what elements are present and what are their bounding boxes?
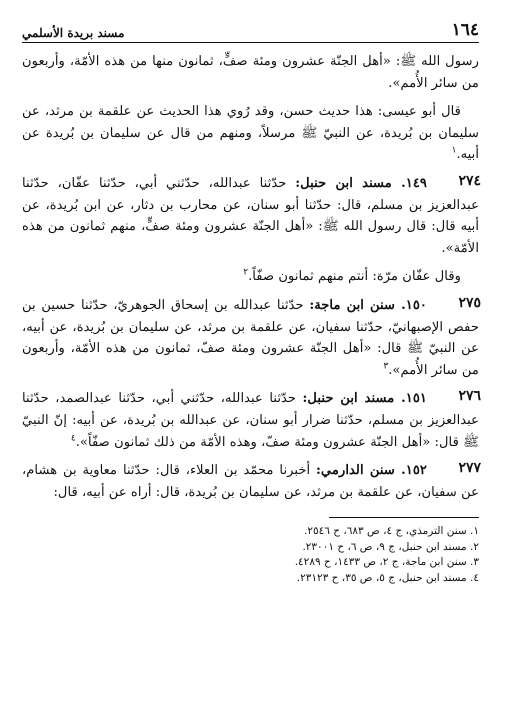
footnote-item: ٢. مسند ابن حنبل، ج ٩، ص ٦، ح ٢٣٠٠١. [302, 540, 479, 553]
footnote-divider [329, 517, 479, 518]
footnote-marker: ٢ [243, 267, 249, 278]
page-number: ١٦٤ [451, 20, 479, 40]
footnotes [22, 524, 479, 586]
entry-body: حدّثنا عبدالله، حدّثني أبي، حدّثنا عفّان، حدّثنا عبدالعزيز بن مسلم، قال: حدّثنا أبو سنان، عن محارب بن دثار، عن ابن بُريدة، عن أبيه قال: قال رسول الله ﷺ: «أهل الجنّة عشرون ومئة صفٍّ، منهم ثمانون من هذه الأمّة». [22, 175, 479, 256]
page-body [22, 51, 479, 503]
entry-number: ٢٧٧ [458, 460, 481, 477]
hadith-entry [22, 388, 479, 453]
footnote-marker: ١ [451, 145, 457, 156]
entry-text [22, 388, 479, 453]
entry-body: حدّثنا عبدالله، حدّثني أبي، حدّثنا عبدالصمد، حدّثنا عبدالعزيز بن مسلم، حدّثنا ضرار أبو سنان، عن عبدالله بن بُريدة، عن أبيه: إنّ النبيّ ﷺ قال: «أهل الجنّة عشرون ومئة صفّ، وهذه الأمّة من ذلك ثمانون صفّاً». [22, 391, 479, 450]
paragraph-continuation: رسول الله ﷺ: «أهل الجنّة عشرون ومئة صفٍّ، ثمانون منها من هذه الأمّة، وأربعون من سائر الأُمم». [22, 54, 479, 91]
entry-extra [22, 266, 479, 288]
entry-text [22, 295, 479, 381]
paragraph-commentary [22, 101, 479, 166]
commentary-text: قال أبو عيسى: هذا حديث حسن، وقد رُوي هذا الحديث عن علقمة بن مرثد، عن سليمان بن بُريدة، عن النبيّ ﷺ مرسلاً، ومنهم من قال عن سليمان بن بُريدة عن أبيه. [22, 104, 479, 163]
entry-number: ٢٧٥ [458, 294, 481, 311]
running-title: مسند بريدة الأسلمي [22, 26, 125, 40]
entry-text [22, 173, 479, 259]
footnote-item: ٤. مسند ابن حنبل، ج ٥، ص ٣٥، ح ٢٣١٢٣. [296, 571, 479, 584]
entry-number: ٢٧٤ [458, 172, 481, 189]
entry-text [22, 460, 479, 503]
entry-source: ١٥١. مسند ابن حنبل: [302, 391, 427, 407]
footnote-marker: ٣ [383, 361, 389, 372]
hadith-entry [22, 173, 479, 288]
entry-body: حدّثنا عبدالله بن إسحاق الجوهريّ، حدّثنا حسين بن حفص الإصبهانيّ، حدّثنا سفيان، عن علقمة بن مرثد، عن سليمان بن بُريدة، عن أبيه، عن النبيّ ﷺ قال: «أهل الجنّة عشرون ومئة صفّ، ثمانون من هذه الأمّة، وأربعون من سائر الأُمم». [22, 297, 479, 378]
entry-number: ٢٧٦ [458, 388, 481, 405]
entry-body: أخبرنا محمّد بن العلاء، قال: حدّثنا معاوية بن هشام، عن سفيان، عن علقمة بن مرثد، عن سليمان بن بُريدة، قال: أراه عن أبيه، قال: [22, 463, 479, 500]
hadith-entry [22, 460, 479, 503]
footnote-item: ١. سنن الترمذي، ج ٤، ص ٦٨٣، ح ٢٥٤٦. [304, 525, 479, 538]
entry-source: ١٤٩. مسند ابن حنبل: [295, 175, 427, 191]
entry-source: ١٥٠. سنن ابن ماجة: [309, 297, 427, 313]
hadith-entry [22, 295, 479, 381]
footnote-marker: ٤ [70, 433, 76, 444]
page-header [22, 14, 479, 43]
footnote-item: ٣. سنن ابن ماجة، ج ٢، ص ١٤٣٣، ح ٤٢٨٩. [294, 556, 479, 569]
entry-extra-text: وقال عفّان مرّة: أنتم منهم ثمانون صفّاً. [248, 269, 461, 285]
entry-source: ١٥٢. سنن الدارمي: [316, 463, 427, 479]
